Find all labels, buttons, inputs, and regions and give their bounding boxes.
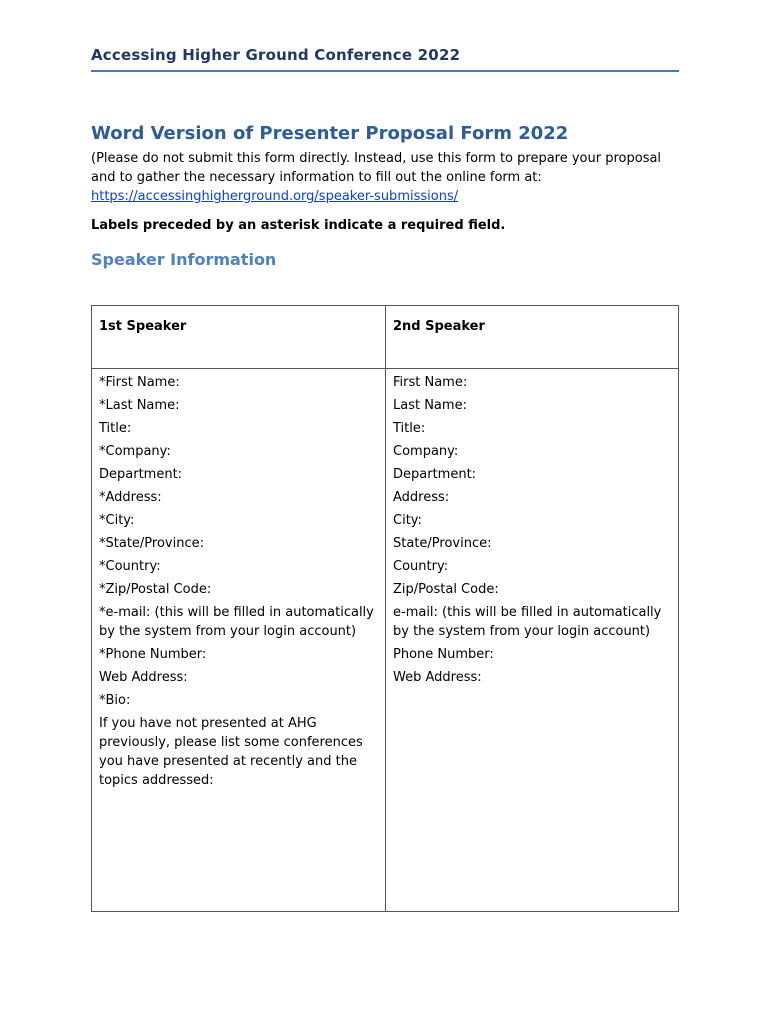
column-header-2nd-speaker: 2nd Speaker bbox=[385, 306, 678, 368]
field-label: *Phone Number: bbox=[99, 647, 207, 662]
document-title: Word Version of Presenter Proposal Form 2022 bbox=[91, 123, 569, 144]
field-label: State/Province: bbox=[393, 536, 492, 551]
field-label: First Name: bbox=[393, 375, 468, 390]
field-label: Country: bbox=[393, 559, 449, 574]
intro-text: (Please do not submit this form directly. Instead, use this form to prepare your proposal and to gather the necessary information to fill out the online form at: bbox=[91, 151, 662, 185]
field-label: *City: bbox=[99, 513, 135, 528]
field-label: City: bbox=[393, 513, 422, 528]
field-label: *Country: bbox=[99, 559, 161, 574]
field-label: Zip/Postal Code: bbox=[393, 582, 499, 597]
header-divider bbox=[91, 70, 679, 72]
field-label: Last Name: bbox=[393, 398, 467, 413]
speaker-2-column bbox=[385, 369, 678, 911]
field-label: *First Name: bbox=[99, 375, 180, 390]
speaker-1-column bbox=[92, 369, 385, 911]
submission-link[interactable]: https://accessinghigherground.org/speaker-submissions/ bbox=[91, 189, 459, 204]
required-field-note: Labels preceded by an asterisk indicate a required field. bbox=[91, 218, 506, 233]
table-body-row bbox=[92, 369, 678, 911]
section-heading-speaker-information: Speaker Information bbox=[91, 250, 277, 269]
field-label: Company: bbox=[393, 444, 459, 459]
field-label: *e-mail: (this will be filled in automatically by the system from your login account) bbox=[99, 605, 374, 639]
field-label: Department: bbox=[99, 467, 183, 482]
field-label: Phone Number: bbox=[393, 647, 494, 662]
field-label: *Address: bbox=[99, 490, 162, 505]
table-header-row bbox=[92, 306, 678, 369]
field-label: Department: bbox=[393, 467, 477, 482]
field-label: e-mail: (this will be filled in automatically by the system from your login account) bbox=[393, 605, 662, 639]
speaker-table bbox=[91, 305, 679, 912]
header-title: Accessing Higher Ground Conference 2022 bbox=[91, 46, 461, 64]
field-label: *Bio: bbox=[99, 693, 131, 708]
field-label: *Zip/Postal Code: bbox=[99, 582, 212, 597]
field-label: Title: bbox=[99, 421, 132, 436]
field-label: Web Address: bbox=[99, 670, 188, 685]
field-label: Web Address: bbox=[393, 670, 482, 685]
intro-paragraph bbox=[91, 149, 679, 206]
field-label: If you have not presented at AHG previously, please list some conferences you have presented at recently and the topics addressed: bbox=[99, 716, 363, 788]
field-label: Address: bbox=[393, 490, 450, 505]
speaker-1-field-list bbox=[99, 369, 377, 790]
field-label: *Last Name: bbox=[99, 398, 180, 413]
field-label: Title: bbox=[393, 421, 426, 436]
column-header-1st-speaker: 1st Speaker bbox=[99, 319, 187, 334]
field-label: *State/Province: bbox=[99, 536, 204, 551]
speaker-2-field-list bbox=[393, 369, 670, 687]
field-label: *Company: bbox=[99, 444, 171, 459]
